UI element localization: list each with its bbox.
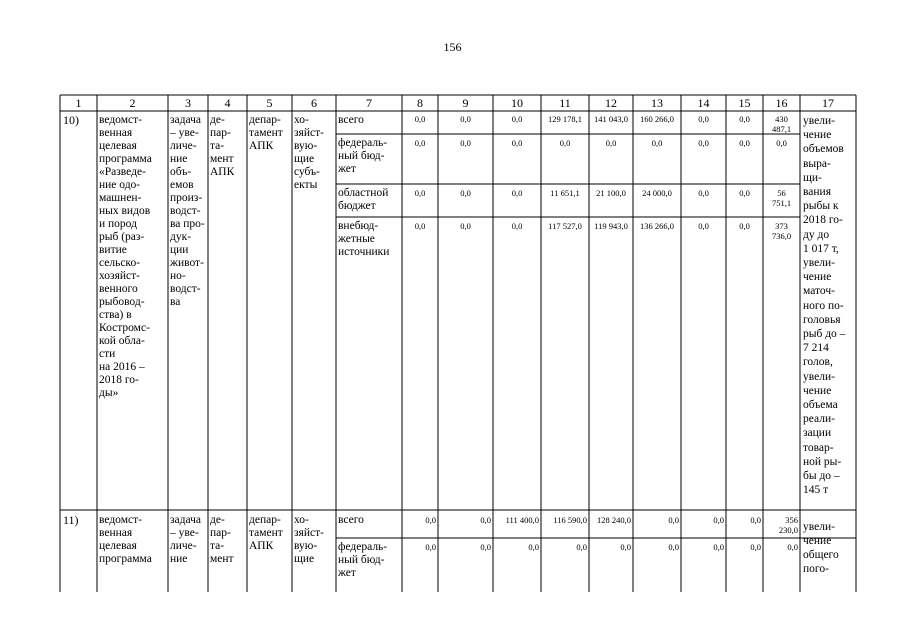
header-col-1: 1 <box>75 96 82 110</box>
row10-offbudget-col8: 0,0 <box>414 221 426 231</box>
row10-total-col16: 430 487,1 <box>771 114 792 134</box>
row10-source-total: всего <box>338 114 364 126</box>
row10-regional-col9: 0,0 <box>460 188 471 198</box>
row11-total-col16: 356 230,0 <box>778 515 798 535</box>
row10-federal-col11: 0,0 <box>559 138 571 148</box>
row10-source-regional: областной бюджет <box>338 187 389 212</box>
header-col-2: 2 <box>129 96 136 110</box>
row10-source-federal: федераль- ный бюд- жет <box>338 137 388 175</box>
row10-offbudget-col14: 0,0 <box>698 221 709 231</box>
row11-federal-col15: 0,0 <box>750 542 761 552</box>
row10-offbudget-col13: 136 266,0 <box>640 221 674 231</box>
row11-total-col10: 111 400,0 <box>505 515 539 525</box>
header-col-7: 7 <box>366 96 372 110</box>
row10-total-col12: 141 043,0 <box>594 114 628 124</box>
row10-regional-col10: 0,0 <box>511 188 523 198</box>
row10-regional-col16: 56 751,1 <box>771 188 792 208</box>
row10-participants: хо- зяйст- вую- щие субъ- екты <box>294 114 324 191</box>
row11-federal-col8: 0,0 <box>425 542 436 552</box>
row10-department: де- пар- та- мент АПК <box>210 114 235 178</box>
row10-federal-col14: 0,0 <box>698 138 709 148</box>
row10-federal-col16: 0,0 <box>776 138 787 148</box>
header-col-4: 4 <box>224 96 231 110</box>
row10-federal-col9: 0,0 <box>460 138 471 148</box>
row11-federal-col11: 0,0 <box>576 542 587 552</box>
row10-offbudget-col16: 373 736,0 <box>771 221 792 241</box>
row11-source-total: всего <box>338 514 364 526</box>
row10-task: задача – уве- личе- ние объ- емов произ- водст- ва про- дук- ции живот- но- водст- ва <box>170 114 205 308</box>
row11-task: задача – уве- личе- ние <box>170 514 202 565</box>
row11-federal-col16: 0,0 <box>787 542 798 552</box>
header-col-14: 14 <box>697 96 710 110</box>
row11-total-col9: 0,0 <box>480 515 491 525</box>
row10-regional-col14: 0,0 <box>698 188 709 198</box>
row10-number: 10) <box>63 114 79 127</box>
row10-regional-col12: 21 100,0 <box>596 188 626 198</box>
row11-total-col11: 116 590,0 <box>553 515 587 525</box>
row10-offbudget-col10: 0,0 <box>511 221 523 231</box>
row11-total-col12: 128 240,0 <box>597 515 631 525</box>
header-col-13: 13 <box>651 96 663 110</box>
row11-federal-col12: 0,0 <box>620 542 631 552</box>
header-col-16: 16 <box>775 96 788 110</box>
row10-expected-result: увели- чение объемов выра- щи- вания рыбы к 2018 го- ду до 1 017 т, увели- чение маточ- ного по- головья рыб до – 7 214 голов, увели- чение объема реали- зации товар- ной ры- бы до – 145 т <box>803 115 846 497</box>
row10-regional-col15: 0,0 <box>739 188 750 198</box>
header-col-17: 17 <box>822 96 834 110</box>
row10-federal-col15: 0,0 <box>739 138 750 148</box>
row10-offbudget-col11: 117 527,0 <box>548 221 582 231</box>
header-col-8: 8 <box>417 96 423 110</box>
header-col-9: 9 <box>462 96 469 110</box>
row10-regional-col8: 0,0 <box>414 188 426 198</box>
row11-federal-col9: 0,0 <box>480 542 491 552</box>
row10-federal-col13: 0,0 <box>651 138 663 148</box>
row10-total-col11: 129 178,1 <box>548 114 582 124</box>
row10-source-offbudget: внебюд- жетные источники <box>338 220 390 258</box>
row10-total-col10: 0,0 <box>511 114 523 124</box>
page-number: 156 <box>443 40 462 54</box>
row10-offbudget-col12: 119 943,0 <box>594 221 628 231</box>
row10-program-name: ведомст- венная целевая программа «Разведе- ние одо- машнен- ных видов и пород рыб (раз- витие сельско- хозяйст- венного рыбовод- ства) в Костромс- кой обла- сти на 2016 – 2018 го- ды» <box>99 114 152 399</box>
row11-federal-col14: 0,0 <box>713 542 724 552</box>
row10-federal-col8: 0,0 <box>414 138 426 148</box>
row10-total-col9: 0,0 <box>460 114 471 124</box>
row11-source-federal: федераль- ный бюд- жет <box>338 541 388 579</box>
row10-federal-col12: 0,0 <box>605 138 617 148</box>
header-col-5: 5 <box>266 96 273 110</box>
row10-executor: депар- тамент АПК <box>249 114 283 152</box>
row11-expected-result: увели- чение общего пого- <box>803 521 839 575</box>
row10-regional-col11: 11 651,1 <box>550 188 580 198</box>
row11-executor: депар- тамент АПК <box>249 514 283 552</box>
header-col-11: 11 <box>559 96 571 110</box>
header-col-15: 15 <box>738 96 751 110</box>
row11-total-col8: 0,0 <box>425 515 436 525</box>
row10-total-col13: 160 266,0 <box>640 114 674 124</box>
row11-participants: хо- зяйст- вую- щие <box>294 514 324 565</box>
header-col-3: 3 <box>185 96 191 110</box>
row11-total-col15: 0,0 <box>750 515 761 525</box>
row11-number: 11) <box>63 514 79 527</box>
header-col-6: 6 <box>311 96 317 110</box>
header-col-10: 10 <box>511 96 523 110</box>
row11-total-col13: 0,0 <box>668 515 679 525</box>
row10-total-col14: 0,0 <box>698 114 709 124</box>
row11-federal-col10: 0,0 <box>528 542 539 552</box>
row10-regional-col13: 24 000,0 <box>642 188 672 198</box>
row10-total-col15: 0,0 <box>739 114 750 124</box>
row11-federal-col13: 0,0 <box>668 542 679 552</box>
row11-total-col14: 0,0 <box>713 515 724 525</box>
row11-department: де- пар- та- мент <box>210 514 234 565</box>
row11-program-name: ведомст- венная целевая программа <box>99 514 152 565</box>
row10-federal-col10: 0,0 <box>511 138 523 148</box>
header-col-12: 12 <box>605 96 617 110</box>
row10-offbudget-col9: 0,0 <box>460 221 471 231</box>
row10-offbudget-col15: 0,0 <box>739 221 750 231</box>
row10-total-col8: 0,0 <box>414 114 426 124</box>
